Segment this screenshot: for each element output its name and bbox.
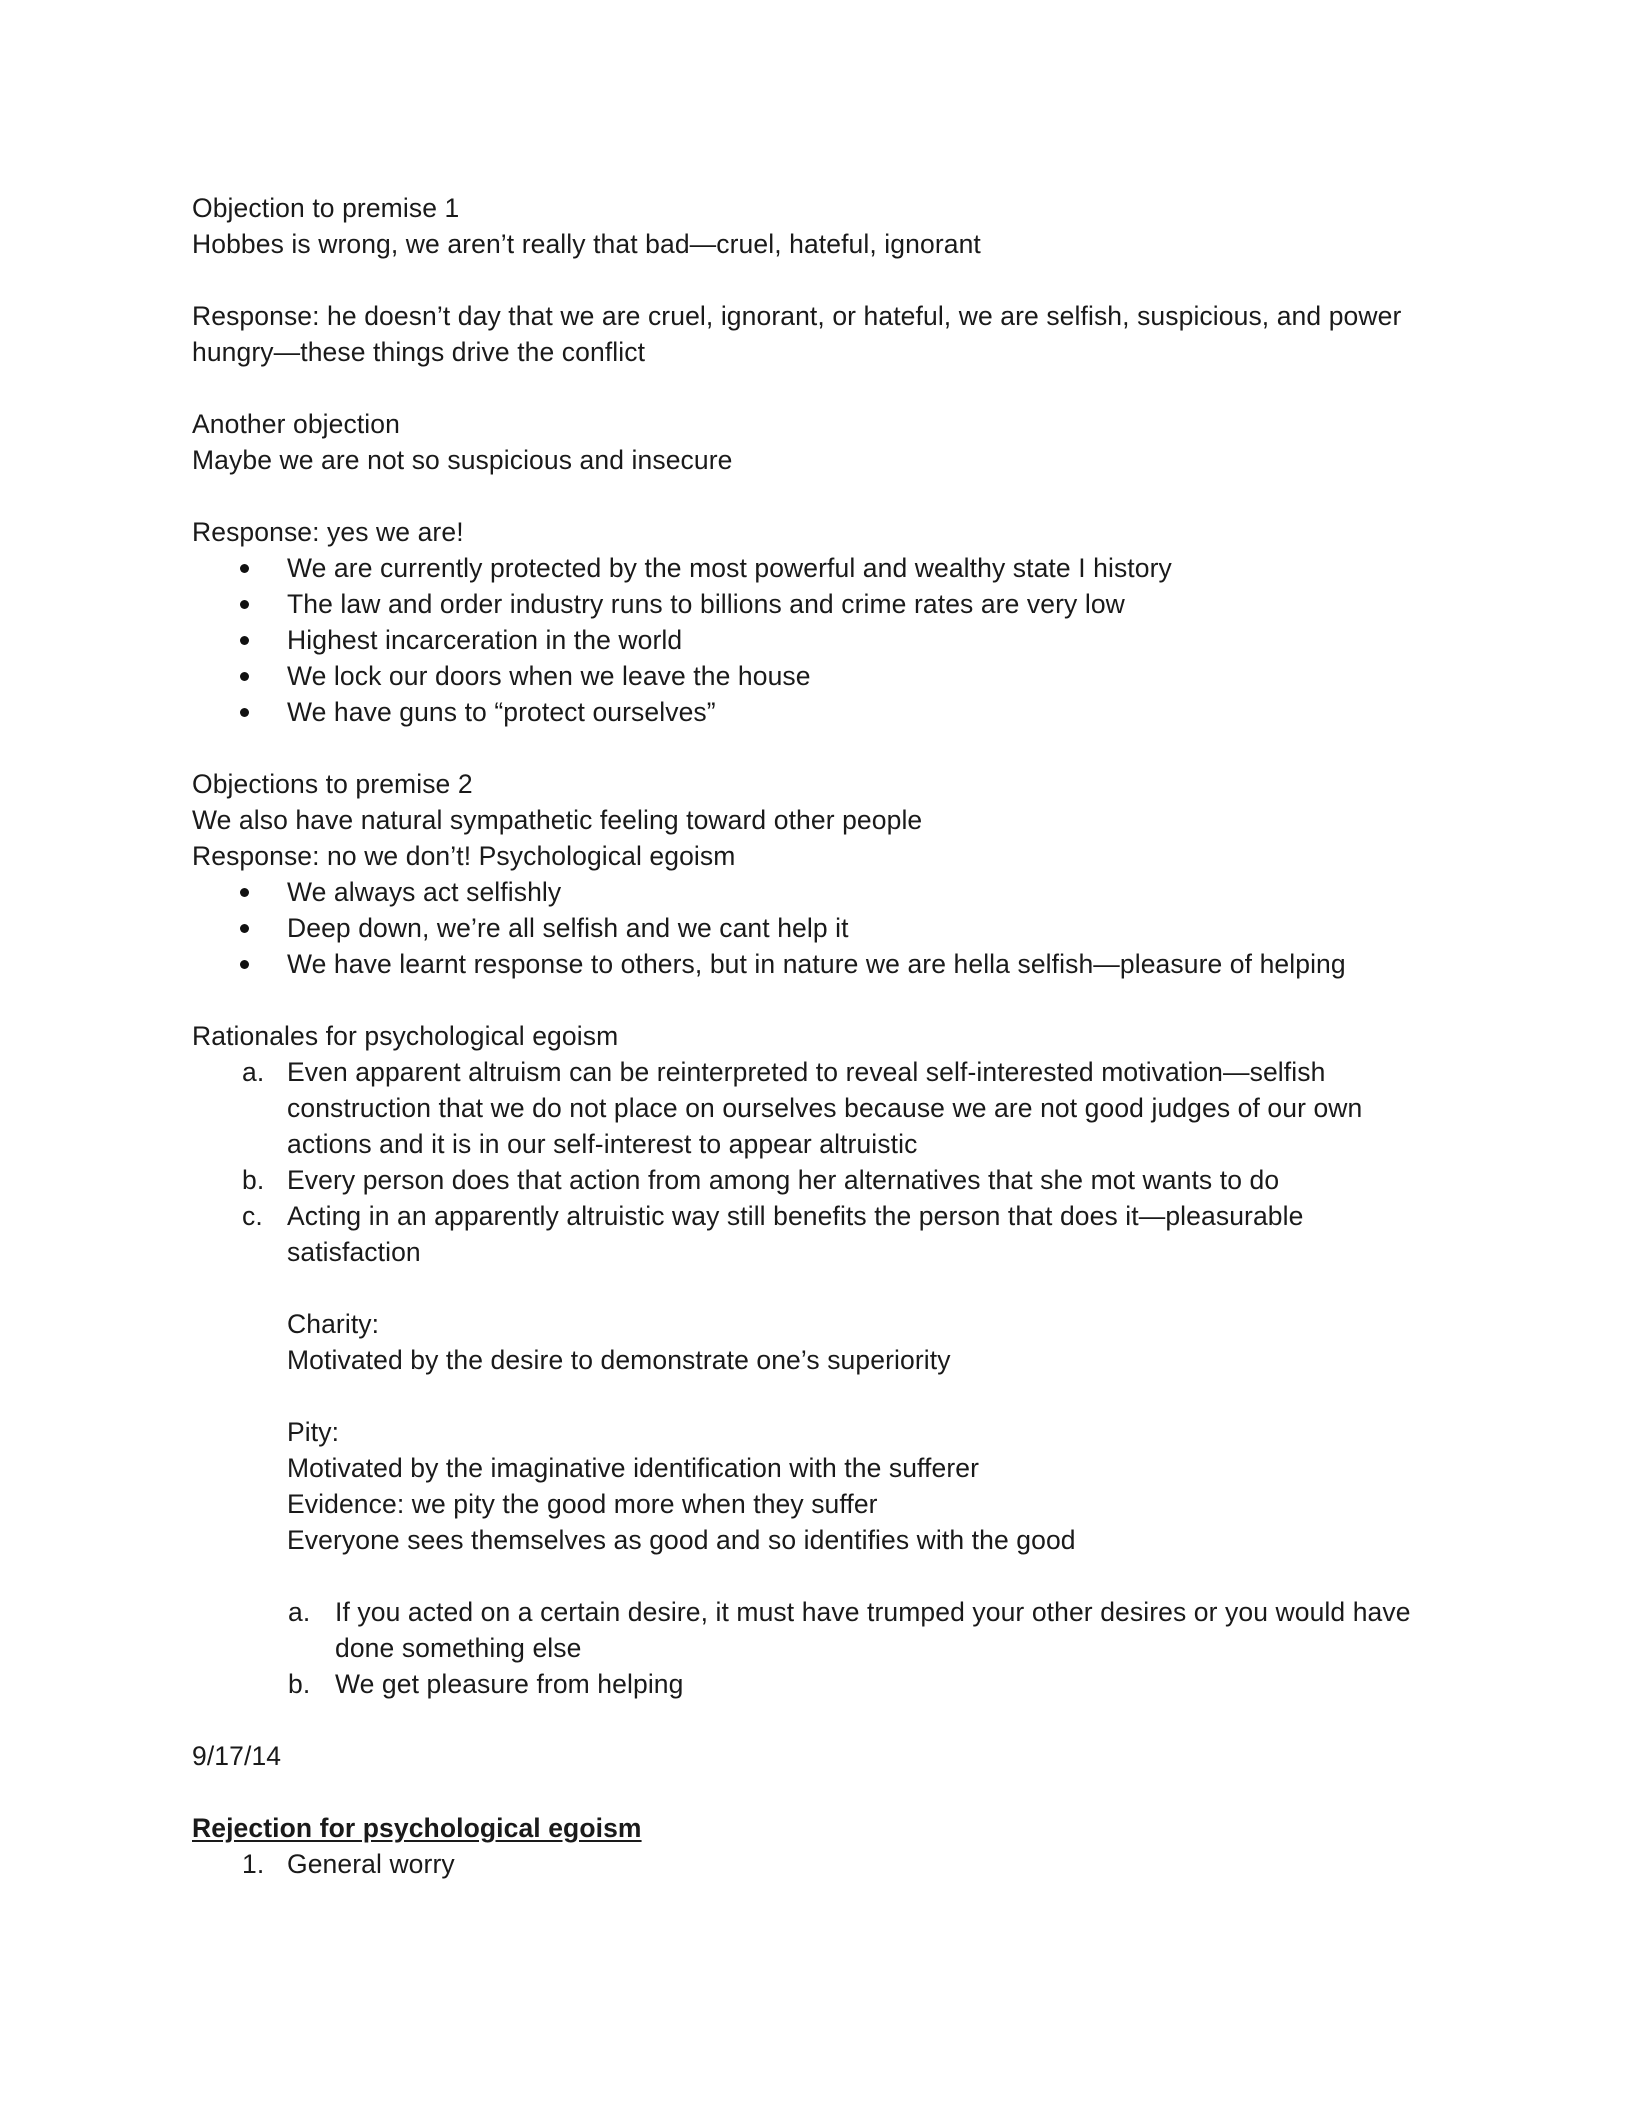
charity-label: Charity: [287, 1309, 380, 1339]
bullet-icon [240, 636, 249, 645]
bullet-icon [240, 960, 249, 969]
charity-text: Motivated by the desire to demonstrate one’s superiority [287, 1345, 951, 1375]
rationales-title: Rationales for psychological egoism [192, 1021, 619, 1051]
bullet-item: We always act selfishly [192, 874, 1462, 910]
objections-premise-2-text: We also have natural sympathetic feeling toward other people [192, 805, 923, 835]
bullet-icon [240, 924, 249, 933]
another-objection-title: Another objection [192, 409, 400, 439]
sub-list [192, 1594, 1462, 1702]
list-item: a. Even apparent altruism can be reinterpreted to reveal self-interested motivation—selfish construction that we do not place on ourselves because we are not good judges of our own actions and it is in our self-interest to appear altruistic [242, 1057, 1363, 1159]
bullet-item: We have learnt response to others, but in nature we are hella selfish—pleasure of helping [192, 946, 1462, 982]
objection-premise-1-title: Objection to premise 1 [192, 193, 460, 223]
document-page [192, 190, 1462, 1882]
bullet-icon [240, 888, 249, 897]
another-objection-response: Response: yes we are! [192, 517, 464, 547]
rejection-list [192, 1846, 1462, 1882]
bullet-item: We lock our doors when we leave the house [192, 658, 1462, 694]
bullet-icon [240, 708, 249, 717]
another-objection-bullet-list [192, 550, 1462, 730]
rejection-heading: Rejection for psychological egoism [192, 1813, 642, 1843]
list-item: b. We get pleasure from helping [288, 1669, 684, 1699]
rationales-list [192, 1054, 1462, 1270]
pity-line: Motivated by the imaginative identification with the sufferer [287, 1453, 980, 1483]
list-item: b. Every person does that action from among her alternatives that she mot wants to do [242, 1165, 1280, 1195]
another-objection-text: Maybe we are not so suspicious and insecure [192, 445, 733, 475]
bullet-item: The law and order industry runs to billions and crime rates are very low [192, 586, 1462, 622]
pity-label: Pity: [287, 1417, 340, 1447]
bullet-icon [240, 600, 249, 609]
objections-premise-2-title: Objections to premise 2 [192, 769, 473, 799]
objection-premise-1-response: Response: he doesn’t day that we are cruel, ignorant, or hateful, we are selfish, suspicious, and power hungry—these things drive the conflict [192, 301, 1402, 367]
objection-premise-1-text: Hobbes is wrong, we aren’t really that bad—cruel, hateful, ignorant [192, 229, 981, 259]
objections-premise-2-response: Response: no we don’t! Psychological egoism [192, 841, 736, 871]
objections-premise-2-bullet-list [192, 874, 1462, 982]
pity-line: Everyone sees themselves as good and so identifies with the good [287, 1525, 1076, 1555]
bullet-item: We have guns to “protect ourselves” [192, 694, 1462, 730]
pity-line: Evidence: we pity the good more when they suffer [287, 1489, 878, 1519]
list-item: 1. General worry [242, 1849, 455, 1879]
list-item: c. Acting in an apparently altruistic way still benefits the person that does it—pleasurable satisfaction [242, 1201, 1304, 1267]
charity-block [192, 1306, 1462, 1558]
bullet-item: We are currently protected by the most powerful and wealthy state I history [192, 550, 1462, 586]
bullet-item: Deep down, we’re all selfish and we cant help it [192, 910, 1462, 946]
bullet-item: Highest incarceration in the world [192, 622, 1462, 658]
date-label: 9/17/14 [192, 1741, 282, 1771]
bullet-icon [240, 672, 249, 681]
list-item: a. If you acted on a certain desire, it must have trumped your other desires or you would have done something else [288, 1597, 1411, 1663]
bullet-icon [240, 564, 249, 573]
